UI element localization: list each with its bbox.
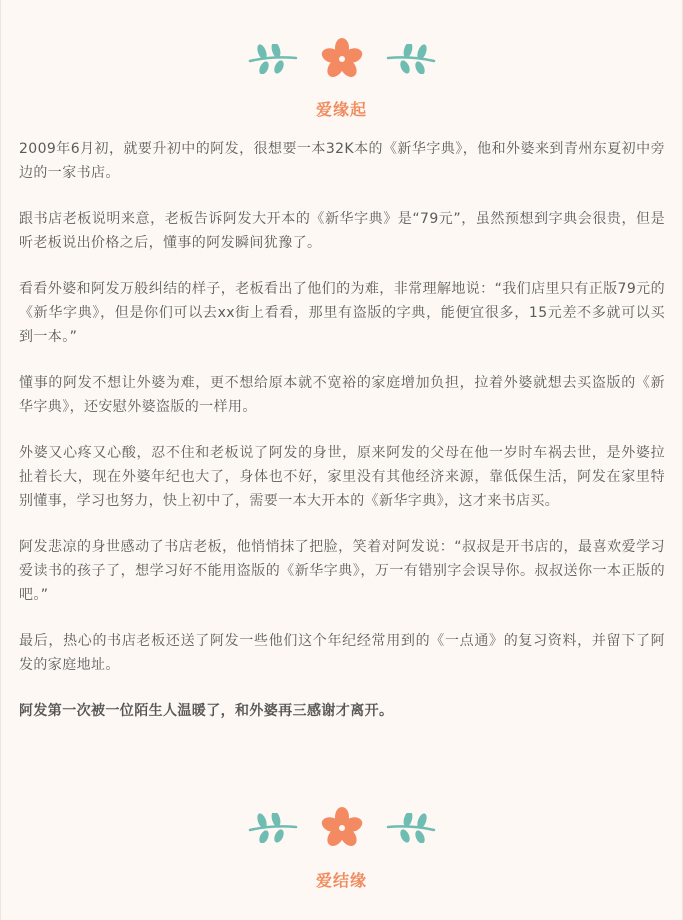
section-title-top: 爱缘起 xyxy=(315,100,367,119)
paragraph: 外婆又心疼又心酸，忍不住和老板说了阿发的身世，原来阿发的父母在他一岁时车祸去世，是外婆拉扯着长大，现在外婆年纪也大了，身体也不好，家里没有其他经济来源，靠低保生活，阿发在家里特别懂事，学习也努力，快上初中了，需要一本大开本的《新华字典》，这才来书店买。 xyxy=(19,445,665,509)
leaf-sprig-icon xyxy=(386,813,436,843)
leaf-sprig-icon xyxy=(248,44,298,74)
bottom-ornament xyxy=(1,803,682,853)
paragraph: 最后，热心的书店老板还送了阿发一些他们这个年纪经常用到的《一点通》的复习资料，并留下了阿发的家庭地址。 xyxy=(19,633,665,673)
leaf-sprig-icon xyxy=(386,44,436,74)
paragraph: 阿发悲凉的身世感动了书店老板，他悄悄抹了把脸，笑着对阿发说：“叔叔是开书店的，最喜欢爱学习爱读书的孩子了，想学习好不能用盗版的《新华字典》，万一有错别字会误导你。叔叔送你一本正版的吧。” xyxy=(19,539,665,603)
section-title-bottom: 爱结缘 xyxy=(315,871,367,890)
paragraph: 跟书店老板说明来意，老板告诉阿发大开本的《新华字典》是“79元”，虽然预想到字典会很贵，但是听老板说出价格之后，懂事的阿发瞬间犹豫了。 xyxy=(19,211,665,251)
paragraph: 看看外婆和阿发万般纠结的样子，老板看出了他们的为难，非常理解地说：“我们店里只有正版79元的《新华字典》，但是你们可以去xx街上看看，那里有盗版的字典，能便宜很多，15元差不多就可以买到一本。” xyxy=(19,281,665,345)
paragraph: 2009年6月初，就要升初中的阿发，很想要一本32K本的《新华字典》，他和外婆来到青州东夏初中旁边的一家书店。 xyxy=(19,141,665,181)
closing-paragraph: 阿发第一次被一位陌生人温暖了，和外婆再三感谢才离开。 xyxy=(19,703,394,719)
flower-icon xyxy=(320,806,364,850)
flower-icon xyxy=(320,37,364,81)
top-ornament xyxy=(1,0,682,84)
leaf-sprig-icon xyxy=(248,813,298,843)
article-body xyxy=(1,137,682,723)
paragraph: 懂事的阿发不想让外婆为难，更不想给原本就不宽裕的家庭增加负担，拉着外婆就想去买盗版的《新华字典》，还安慰外婆盗版的一样用。 xyxy=(19,375,665,415)
